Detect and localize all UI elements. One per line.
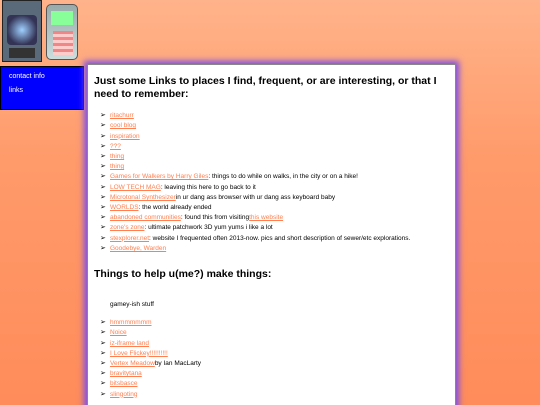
list-link[interactable]: thing <box>110 163 125 171</box>
list-item <box>100 359 449 369</box>
list-link[interactable]: ritachurr <box>110 112 134 120</box>
arrow-bullet-icon: ➢ <box>100 163 106 171</box>
link-description: by Ian MacLarty <box>154 360 202 368</box>
list-link[interactable]: zone's zone <box>110 224 145 232</box>
make-things-heading: Things to help u(me?) make things: <box>94 268 272 281</box>
computer-base-graphic <box>9 48 35 58</box>
link-description: : things to do while on walks, in the city or on a hike! <box>208 173 358 181</box>
list-item <box>100 379 449 389</box>
list-item <box>100 162 449 172</box>
nav-link-links[interactable]: links <box>9 87 24 94</box>
arrow-bullet-icon: ➢ <box>100 142 106 150</box>
list-link[interactable]: ??? <box>110 142 121 150</box>
nav-link-contact-info[interactable]: contact info <box>9 73 45 80</box>
arrow-bullet-icon: ➢ <box>100 380 106 388</box>
list-link[interactable]: Games for Walkers by Harry Giles <box>110 173 209 181</box>
list-link[interactable]: Noice <box>110 329 127 337</box>
list-item <box>100 369 449 379</box>
list-link[interactable]: Vertex Meadow <box>110 360 155 368</box>
list-item <box>100 318 449 328</box>
list-link[interactable]: Goodebye, Warden <box>110 244 167 252</box>
link-description: in ur dang ass browser with ur dang ass keyboard baby <box>175 193 336 201</box>
sidebar-nav <box>0 66 84 110</box>
list-link[interactable]: thing <box>110 153 125 161</box>
list-link[interactable]: abandoned communities <box>110 214 181 222</box>
this-website-link[interactable]: this website <box>249 214 284 222</box>
list-item <box>100 111 449 121</box>
arrow-bullet-icon: ➢ <box>100 214 106 222</box>
arrow-bullet-icon: ➢ <box>100 319 106 327</box>
arrow-bullet-icon: ➢ <box>100 132 106 140</box>
list-link[interactable]: WORLDS <box>110 204 139 212</box>
arrow-bullet-icon: ➢ <box>100 349 106 357</box>
list-item <box>100 183 449 193</box>
arrow-bullet-icon: ➢ <box>100 329 106 337</box>
list-item <box>100 213 449 223</box>
list-item <box>100 244 449 254</box>
arrow-bullet-icon: ➢ <box>100 234 106 242</box>
computer-screen-graphic <box>7 15 37 45</box>
list-link[interactable]: LOW TECH MAG <box>110 183 161 191</box>
arrow-bullet-icon: ➢ <box>100 112 106 120</box>
list-item <box>100 234 449 244</box>
list-item <box>100 203 449 213</box>
list-item <box>100 142 449 152</box>
arrow-bullet-icon: ➢ <box>100 360 106 368</box>
link-description: : leaving this here to go back to it <box>160 183 256 191</box>
links-heading: Just some Links to places I find, frequent, or are interesting, or that I need to remember: <box>94 75 437 101</box>
list-link[interactable]: I Love Flickey!!!!!!!!!! <box>110 349 168 357</box>
arrow-bullet-icon: ➢ <box>100 122 106 130</box>
gamey-subheading: gamey-ish stuff <box>110 301 154 309</box>
list-item <box>100 328 449 338</box>
list-link[interactable]: hmmmmmmm <box>110 319 152 327</box>
make-things-list <box>100 318 449 400</box>
arrow-bullet-icon: ➢ <box>100 173 106 181</box>
list-link[interactable]: stexplorer.net <box>110 234 150 242</box>
phone-lcd-graphic <box>51 11 73 25</box>
list-item <box>100 339 449 349</box>
computer-illustration <box>2 0 42 62</box>
arrow-bullet-icon: ➢ <box>100 193 106 201</box>
list-link[interactable]: slingoting <box>110 390 138 398</box>
list-item <box>100 349 449 359</box>
list-item <box>100 121 449 131</box>
list-link[interactable]: inspiration <box>110 132 140 140</box>
list-item <box>100 152 449 162</box>
links-list <box>100 111 449 254</box>
list-link[interactable]: Microtonal Synthesizer <box>110 193 176 201</box>
arrow-bullet-icon: ➢ <box>100 153 106 161</box>
list-link[interactable]: iz-iframe land <box>110 339 150 347</box>
arrow-bullet-icon: ➢ <box>100 183 106 191</box>
arrow-bullet-icon: ➢ <box>100 370 106 378</box>
list-item <box>100 223 449 233</box>
link-description: : website I frequented often 2013-now. pics and short description of sewer/etc explorations. <box>149 234 411 242</box>
list-link[interactable]: bitsbasce <box>110 380 138 388</box>
phone-keypad-graphic <box>53 31 73 55</box>
list-item <box>100 390 449 400</box>
link-description: : ultimate patchwork 3D yum yums i like a lot <box>144 224 273 232</box>
list-item <box>100 172 449 182</box>
arrow-bullet-icon: ➢ <box>100 339 106 347</box>
arrow-bullet-icon: ➢ <box>100 224 106 232</box>
link-description: : the world already ended <box>138 204 212 212</box>
list-link[interactable]: cool blog <box>110 122 137 130</box>
link-description: : found this from visiting <box>180 214 250 222</box>
arrow-bullet-icon: ➢ <box>100 390 106 398</box>
list-item <box>100 132 449 142</box>
phone-illustration <box>46 4 78 60</box>
arrow-bullet-icon: ➢ <box>100 244 106 252</box>
arrow-bullet-icon: ➢ <box>100 204 106 212</box>
list-link[interactable]: bravitytana <box>110 370 142 378</box>
links-panel <box>87 64 456 405</box>
list-item <box>100 193 449 203</box>
